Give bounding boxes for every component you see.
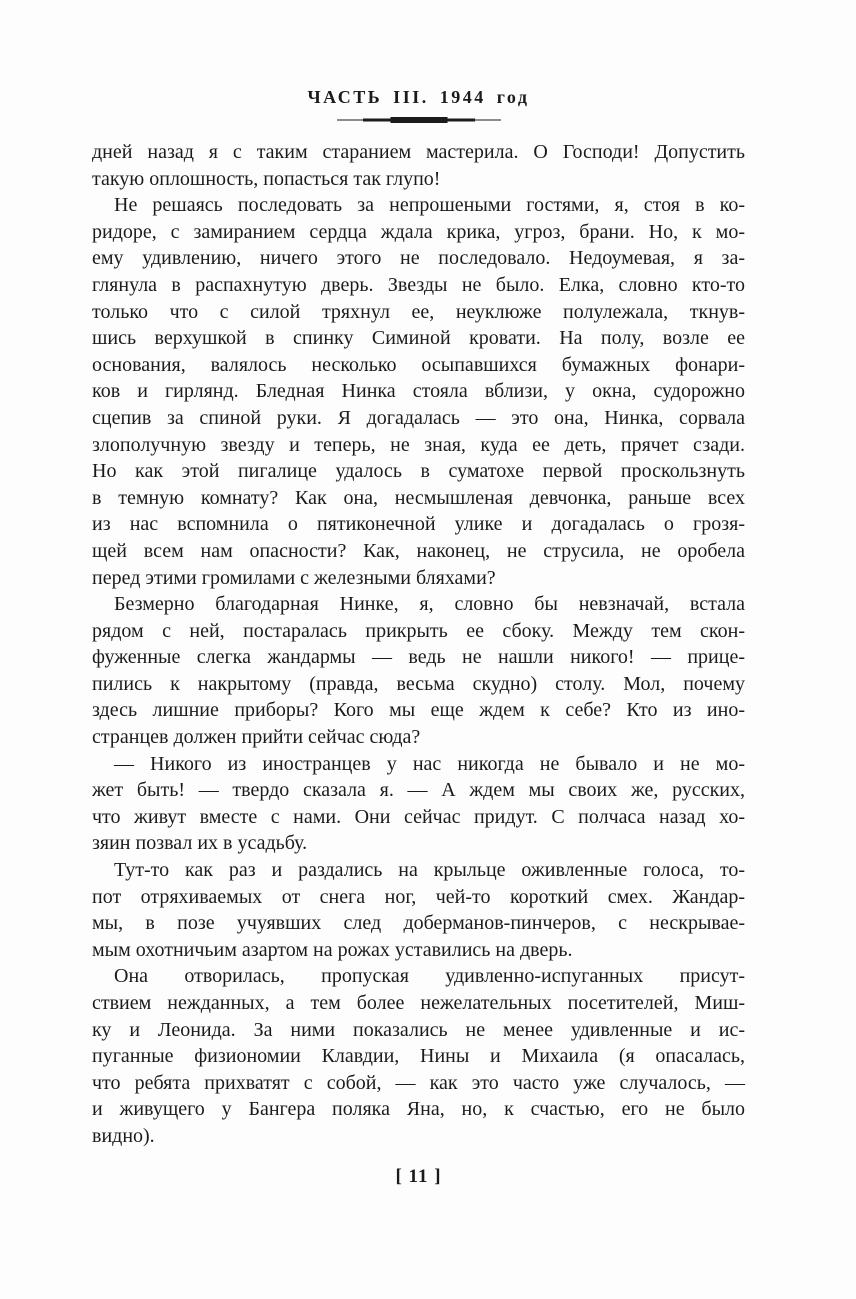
text-line: зяин позвал их в усадьбу. (92, 832, 308, 855)
text-line: шись верхушкой в спинку Симиной кровати. На полу, возле ее (92, 327, 745, 350)
text-line: Тут-то как раз и раздались на крыльце оживленные голоса, то- (114, 859, 745, 882)
text-line: мы, в позе учуявших след доберманов-пинчеров, с нескрывае- (92, 912, 745, 935)
divider-thick-rule (390, 117, 447, 123)
text-line: фуженные слегка жандармы — ведь не нашли никого! — прице- (92, 646, 745, 669)
text-line: ему удивлению, ничего этого не последовало. Недоумевая, я за- (92, 247, 745, 270)
text-line: ку и Леонида. За ними показались не менее удивленные и ис- (92, 1018, 745, 1041)
text-line: ствием нежданных, а тем более нежелательных посетителей, Миш- (92, 992, 745, 1014)
page-number: [ 11 ] (395, 1166, 442, 1187)
text-line: из нас вспомнила о пятиконечной улике и догадалась о грозя- (92, 513, 745, 536)
text-line: рядом с ней, постаралась прикрыть ее сбоку. Между тем скон- (92, 619, 745, 642)
text-line: в темную комнату? Как она, несмышленая девчонка, раньше всех (92, 486, 745, 509)
text-line: мым охотничьим азартом на рожах уставились на дверь. (92, 938, 573, 961)
text-line: Не решаясь последовать за непрошеными гостями, я, стоя в ко- (114, 194, 745, 217)
paragraph (92, 963, 745, 1149)
text-line: только что с силой тряхнул ее, неуклюже полулежала, ткнув- (92, 300, 745, 323)
body-text (92, 139, 745, 1150)
chapter-header: ЧАСТЬ III. 1944 год (307, 87, 530, 107)
text-line: сцепив за спиной руки. Я догадалась — это она, Нинка, сорвала (92, 406, 745, 429)
text-line: что живут вместе с нами. Они сейчас придут. С полчаса назад хо- (92, 805, 745, 828)
paragraph (92, 857, 745, 963)
text-line: и живущего у Бангера поляка Яна, но, к счастью, его не было (92, 1098, 745, 1121)
paragraph (92, 751, 745, 857)
text-line: странцев должен прийти сейчас сюда? (92, 726, 421, 749)
text-line: Она отворилась, пропуская удивленно-испуганных присут- (114, 965, 745, 988)
paragraph (92, 591, 745, 751)
text-line: основания, валялось несколько осыпавшихся бумажных фонари- (92, 353, 745, 376)
text-line: ридоре, с замиранием сердца ждала крика, угроз, брани. Но, к мо- (92, 220, 745, 243)
text-line: дней назад я с таким старанием мастерила. О Господи! Допустить (92, 141, 745, 163)
paragraph (92, 192, 745, 591)
text-line: ков и гирлянд. Бледная Нинка стояла вблизи, у окна, судорожно (92, 380, 745, 403)
text-line: что ребята прихватят с собой, — как это часто уже случалось, — (92, 1071, 745, 1094)
text-line: здесь лишние приборы? Кого мы еще ждем к себе? Кто из ино- (92, 699, 745, 722)
text-line: Безмерно благодарная Нинке, я, словно бы невзначай, встала (114, 593, 745, 616)
text-line: такую оплошность, попасться так глупо! (92, 167, 441, 190)
text-line: пуганные физиономии Клавдии, Нины и Михаила (я опасалась, (92, 1045, 745, 1068)
text-line: перед этими громилами с железными бляхами? (92, 566, 496, 589)
text-line: глянула в распахнутую дверь. Звезды не было. Елка, словно кто-то (92, 273, 745, 296)
text-line: видно). (92, 1124, 155, 1147)
paragraph (92, 139, 745, 192)
text-line: Но как этой пигалице удалось в суматохе первой проскользнуть (92, 460, 745, 483)
text-line: жет быть! — твердо сказала я. — А ждем мы своих же, русских, (92, 779, 745, 802)
text-line: пот отряхиваемых от снега ног, чей-то короткий смех. Жандар- (92, 885, 745, 908)
divider-ornament (92, 114, 745, 126)
text-line: пились к накрытому (правда, весьма скудно) столу. Мол, почему (92, 672, 745, 695)
text-line: щей всем нам опасности? Как, наконец, не струсила, не оробела (92, 539, 745, 562)
text-line: злополучную звезду и теперь, не зная, куда ее деть, прячет сзади. (92, 433, 745, 456)
text-line: — Никого из иностранцев у нас никогда не бывало и не мо- (114, 752, 745, 775)
